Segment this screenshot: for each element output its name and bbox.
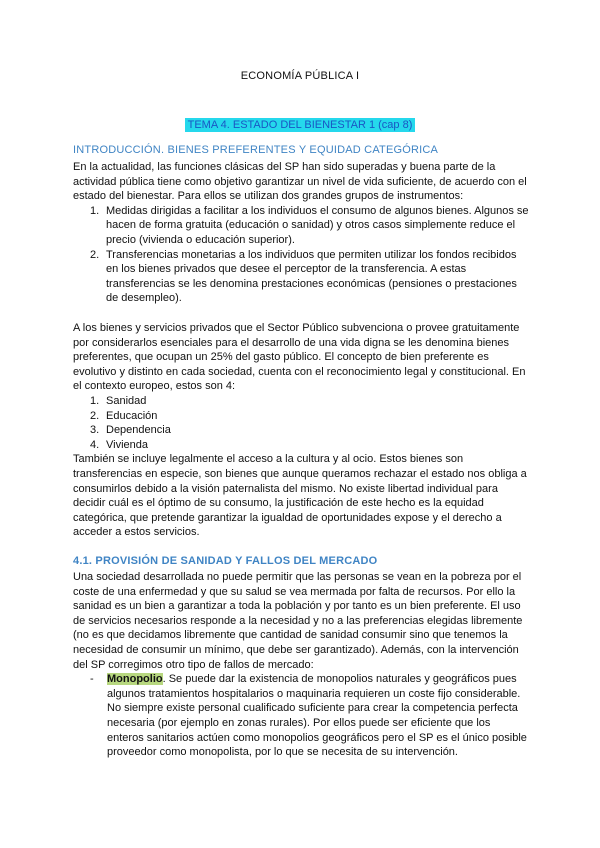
section-41-paragraph: Una sociedad desarrollada no puede permitir que las personas se vean en la pobreza por el coste de una enfermedad y que su salud se vea mermada por falta de recursos. Por ello la sanidad es un bien a garantizar a toda la población y por tanto es un bien preferente. El uso de servicios necesarios responde a la necesidad y no a las preferencias elegidas libremente (no es que decidamos libremente que cantidad de sanidad consumir sino que tenemos la necesidad de consumir un mínimo, que debe ser garantizado). Además, con la intervención del SP corregimos otro tipo de fallos de mercado: — [73, 571, 523, 671]
culture-paragraph: También se incluye legalmente el acceso a la cultura y al ocio. Estos bienes son transferencias en especie, son bienes que aunque queramos rechazar el estado nos obliga a consumirlos debido a la visión paternalista del mismo. No existe libertad individual para decidir cuál es el óptimo de su consumo, la justificación de este hecho es la equidad categórica, que pretende garantizar la igualdad de oportunidades expose y el derecho a acceder a estos servicios. — [73, 453, 527, 539]
intro-paragraph: En la actualidad, las funciones clásicas del SP han sido superadas y buena parte de la actividad pública tiene como objetivo garantizar un nivel de vida suficiente, de acuerdo con el estado del bienestar. Para ellos se utilizan dos grandes grupos de instrumentos: — [73, 161, 527, 203]
list-text: Medidas dirigidas a facilitar a los individuos el consumo de algunos bienes. Algunos se hacen de forma gratuita (educación o sanidad) y otros casos simplemente reduce el precio (vivienda o educación superior). — [106, 204, 529, 246]
instruments-list — [73, 204, 529, 306]
list-text: Transferencias monetarias a los individuos que permiten utilizar los fondos recibidos en los bienes privados que desee el perceptor de la transferencia. A estas transferencias se les denomina prestaciones económicas (pensiones o prestaciones de desempleo). — [106, 248, 517, 305]
list-item — [73, 438, 529, 453]
list-number: 2. — [90, 248, 100, 261]
list-text: Educación — [106, 409, 158, 422]
monopolio-term: Monopolio — [107, 673, 163, 686]
list-number: 4. — [90, 438, 100, 451]
section-41 — [73, 570, 529, 760]
preferent-paragraph: A los bienes y servicios privados que el Sector Público subvenciona o provee gratuitamente por considerarlos esenciales para el desarrollo de una vida digna se les denomina bienes preferentes, que ocupan un 25% del gasto público. El concepto de bien preferente es evolutivo y distinto en cada sociedad, cuenta con el reconocimiento legal y constitucional. En el contexto europeo, estos son 4: — [73, 322, 526, 393]
list-item — [73, 204, 529, 248]
monopolio-text: . Se puede dar la existencia de monopolios naturales y geográficos pues algunos tratamientos hospitalarios o maquinaria requieren un coste fijo considerable. No siempre existe personal cualificado suficiente para crear la competencia perfecta necesaria (por ejemplo en zonas rurales). Por ellos puede ser eficiente que los enteros sanitarios actúen como monopolios geográficos pero el SP es el único posible proveedor como monopolista, por lo que se necesita de su intervención. — [107, 673, 527, 759]
list-item — [73, 248, 529, 306]
list-item — [73, 672, 529, 760]
market-failures-list — [73, 672, 529, 760]
list-item — [73, 423, 529, 438]
goods-list — [73, 394, 529, 452]
preferent-goods-section — [73, 321, 529, 540]
tema-highlight: TEMA 4. ESTADO DEL BIENESTAR 1 (cap 8) — [185, 118, 416, 132]
list-number: 1. — [90, 394, 100, 407]
tema-heading — [0, 115, 600, 133]
intro-section — [73, 160, 529, 306]
list-item — [73, 394, 529, 409]
section-41-heading: 4.1. PROVISIÓN DE SANIDAD Y FALLOS DEL MERCADO — [73, 555, 378, 567]
list-text: Sanidad — [106, 394, 147, 407]
list-number: 1. — [90, 204, 100, 217]
list-item — [73, 409, 529, 424]
list-number: 2. — [90, 409, 100, 422]
list-text: Dependencia — [106, 424, 171, 437]
document-title: ECONOMÍA PÚBLICA I — [240, 70, 360, 82]
intro-heading: INTRODUCCIÓN. BIENES PREFERENTES Y EQUIDAD CATEGÓRICA — [73, 144, 439, 156]
list-number: 3. — [90, 424, 100, 437]
list-text: Vivienda — [106, 438, 148, 451]
bullet-dash: - — [90, 673, 94, 686]
